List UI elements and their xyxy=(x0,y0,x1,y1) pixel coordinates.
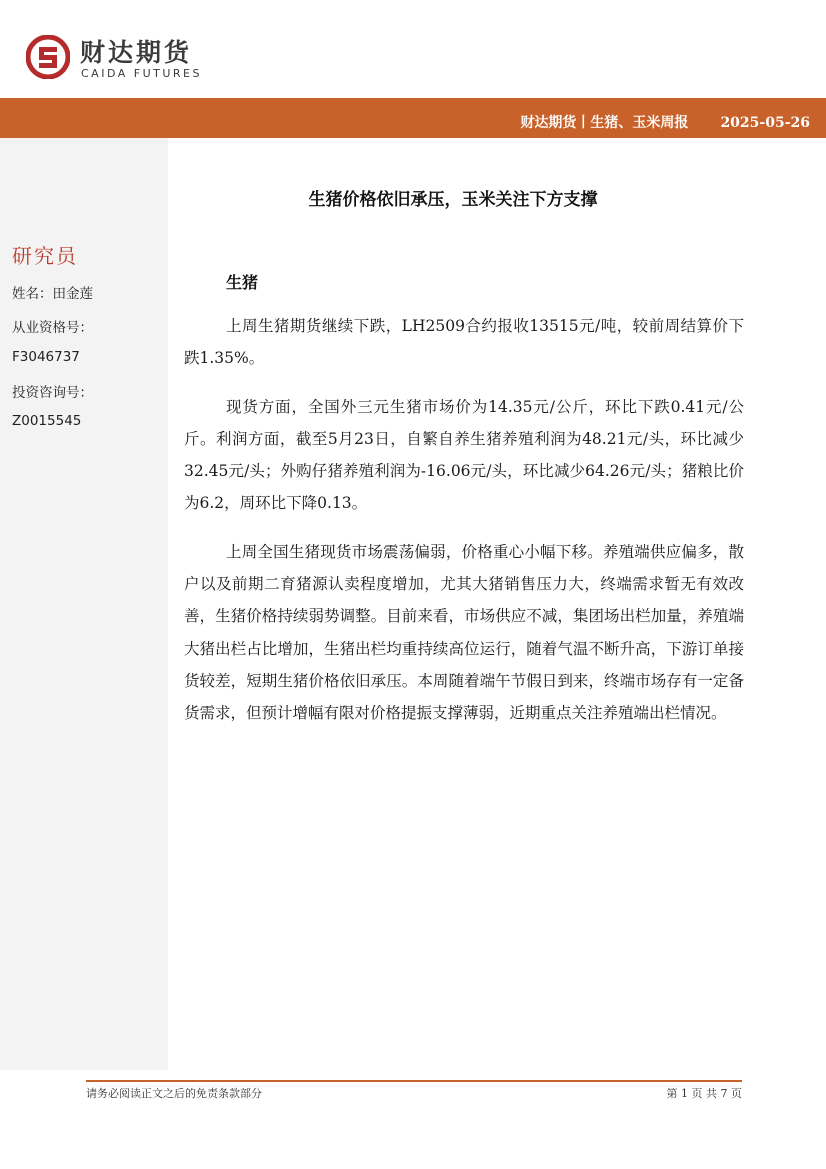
report-body xyxy=(184,310,744,746)
sidebar-title: 研究员 xyxy=(12,244,78,268)
qualification-label: 从业资格号： xyxy=(12,320,93,336)
header-report-name: 财达期货丨生猪、玉米周报 xyxy=(520,115,689,131)
logo-name-en: CAIDA FUTURES xyxy=(81,67,202,80)
company-logo xyxy=(26,35,216,85)
researcher-name: 姓名：田金莲 xyxy=(12,286,93,302)
page-title: 生猪价格依旧承压，玉米关注下方支撑 xyxy=(308,190,598,210)
consult-label: 投资咨询号： xyxy=(12,385,93,401)
header-text xyxy=(520,112,810,132)
caida-logo-icon xyxy=(26,35,70,79)
researcher-sidebar xyxy=(0,138,168,1070)
page-number: 第 1 页 共 7 页 xyxy=(666,1087,742,1100)
paragraph-futures: 上周生猪期货继续下跌，LH2509合约报收13515元/吨，较前周结算价下跌1.35%。 xyxy=(184,317,744,368)
paragraph-outlook: 上周全国生猪现货市场震荡偏弱，价格重心小幅下移。养殖端供应偏多，散户以及前期二育猪源认卖程度增加，尤其大猪销售压力大，终端需求暂无有效改善，生猪价格持续弱势调整。目前来看，市场供应不减，集团场出栏加量，养殖端大猪出栏占比增加，生猪出栏均重持续高位运行，随着气温不断升高，下游订单接货较差，短期生猪价格依旧承压。本周随着端午节假日到来，终端市场存有一定备货需求，但预计增幅有限对价格提振支撑薄弱，近期重点关注养殖端出栏情况。 xyxy=(184,542,744,723)
header-date: 2025-05-26 xyxy=(720,115,810,131)
logo-name-cn: 财达期货 xyxy=(80,38,193,67)
consult-number: Z0015545 xyxy=(12,413,82,429)
qualification-number: F3046737 xyxy=(12,349,80,365)
footer-disclaimer: 请务必阅读正文之后的免责条款部分 xyxy=(86,1087,262,1100)
footer-divider xyxy=(86,1080,742,1082)
header-band xyxy=(0,98,826,138)
section-heading: 生猪 xyxy=(226,273,259,292)
paragraph-spot: 现货方面，全国外三元生猪市场价为14.35元/公斤，环比下跌0.41元/公斤。利润方面，截至5月23日，自繁自养生猪养殖利润为48.21元/头，环比减少32.45元/头；外购仔猪养殖利润为-16.06元/头，环比减少64.26元/头；猪粮比价为6.2，周环比下降0.13。 xyxy=(184,397,744,513)
